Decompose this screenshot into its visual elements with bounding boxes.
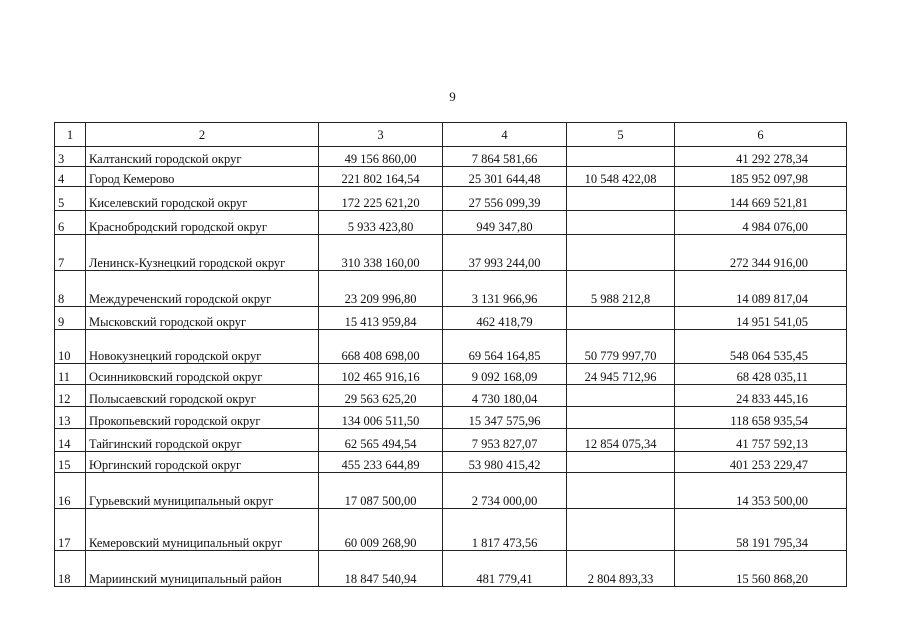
header-cell-2: 2 [86, 123, 319, 147]
amount-col5: 5 988 212,8 [567, 271, 675, 307]
amount-col4: 3 131 966,96 [443, 271, 567, 307]
amount-col4: 37 993 244,00 [443, 235, 567, 271]
amount-col4: 53 980 415,42 [443, 452, 567, 473]
amount-col4: 9 092 168,09 [443, 364, 567, 385]
amount-col5 [567, 509, 675, 551]
amount-col6: 185 952 097,98 [675, 167, 847, 187]
row-number: 16 [55, 473, 86, 509]
amount-col5: 24 945 712,96 [567, 364, 675, 385]
table-row [55, 429, 847, 452]
row-number: 14 [55, 429, 86, 452]
row-number: 5 [55, 187, 86, 211]
municipality-name: Новокузнецкий городской округ [86, 330, 319, 364]
amount-col3: 5 933 423,80 [319, 211, 443, 235]
amount-col4: 69 564 164,85 [443, 330, 567, 364]
amount-col6: 144 669 521,81 [675, 187, 847, 211]
municipality-name: Мысковский городской округ [86, 307, 319, 330]
amount-col4: 25 301 644,48 [443, 167, 567, 187]
amount-col5 [567, 147, 675, 167]
amount-col3: 172 225 621,20 [319, 187, 443, 211]
amount-col3: 62 565 494,54 [319, 429, 443, 452]
page-number: 9 [449, 89, 456, 104]
amount-col3: 102 465 916,16 [319, 364, 443, 385]
amount-col3: 455 233 644,89 [319, 452, 443, 473]
table-row [55, 407, 847, 429]
amount-col5: 50 779 997,70 [567, 330, 675, 364]
municipality-name: Юргинский городской округ [86, 452, 319, 473]
table-row [55, 187, 847, 211]
amount-col3: 18 847 540,94 [319, 551, 443, 587]
amount-col5: 10 548 422,08 [567, 167, 675, 187]
amount-col6: 401 253 229,47 [675, 452, 847, 473]
amount-col4: 15 347 575,96 [443, 407, 567, 429]
amount-col5 [567, 385, 675, 407]
budget-table [54, 122, 847, 587]
row-number: 4 [55, 167, 86, 187]
amount-col5 [567, 307, 675, 330]
amount-col6: 272 344 916,00 [675, 235, 847, 271]
amount-col6: 15 560 868,20 [675, 551, 847, 587]
amount-col6: 68 428 035,11 [675, 364, 847, 385]
table-header-row [55, 123, 847, 147]
amount-col5 [567, 235, 675, 271]
amount-col4: 949 347,80 [443, 211, 567, 235]
header-cell-4: 4 [443, 123, 567, 147]
amount-col4: 4 730 180,04 [443, 385, 567, 407]
municipality-name: Междуреченский городской округ [86, 271, 319, 307]
amount-col3: 15 413 959,84 [319, 307, 443, 330]
amount-col4: 27 556 099,39 [443, 187, 567, 211]
amount-col5 [567, 187, 675, 211]
amount-col6: 41 757 592,13 [675, 429, 847, 452]
amount-col6: 14 353 500,00 [675, 473, 847, 509]
municipality-name: Осинниковский городской округ [86, 364, 319, 385]
amount-col6: 118 658 935,54 [675, 407, 847, 429]
municipality-name: Город Кемерово [86, 167, 319, 187]
amount-col3: 23 209 996,80 [319, 271, 443, 307]
amount-col3: 668 408 698,00 [319, 330, 443, 364]
amount-col3: 310 338 160,00 [319, 235, 443, 271]
table-row [55, 235, 847, 271]
header-cell-5: 5 [567, 123, 675, 147]
municipality-name: Ленинск-Кузнецкий городской округ [86, 235, 319, 271]
amount-col5 [567, 407, 675, 429]
amount-col5 [567, 473, 675, 509]
amount-col6: 14 951 541,05 [675, 307, 847, 330]
table-row [55, 271, 847, 307]
amount-col6: 41 292 278,34 [675, 147, 847, 167]
table-row [55, 211, 847, 235]
amount-col4: 481 779,41 [443, 551, 567, 587]
row-number: 17 [55, 509, 86, 551]
table-row [55, 330, 847, 364]
municipality-name: Прокопьевский городской округ [86, 407, 319, 429]
amount-col4: 1 817 473,56 [443, 509, 567, 551]
amount-col6: 548 064 535,45 [675, 330, 847, 364]
amount-col5 [567, 211, 675, 235]
header-cell-1: 1 [55, 123, 86, 147]
row-number: 9 [55, 307, 86, 330]
row-number: 15 [55, 452, 86, 473]
table-row [55, 364, 847, 385]
amount-col4: 2 734 000,00 [443, 473, 567, 509]
amount-col4: 462 418,79 [443, 307, 567, 330]
row-number: 18 [55, 551, 86, 587]
amount-col3: 17 087 500,00 [319, 473, 443, 509]
amount-col5: 12 854 075,34 [567, 429, 675, 452]
municipality-name: Тайгинский городской округ [86, 429, 319, 452]
row-number: 11 [55, 364, 86, 385]
amount-col6: 14 089 817,04 [675, 271, 847, 307]
amount-col3: 49 156 860,00 [319, 147, 443, 167]
municipality-name: Полысаевский городской округ [86, 385, 319, 407]
row-number: 10 [55, 330, 86, 364]
amount-col4: 7 864 581,66 [443, 147, 567, 167]
row-number: 7 [55, 235, 86, 271]
municipality-name: Гурьевский муниципальный округ [86, 473, 319, 509]
amount-col5 [567, 452, 675, 473]
municipality-name: Киселевский городской округ [86, 187, 319, 211]
amount-col3: 221 802 164,54 [319, 167, 443, 187]
amount-col6: 58 191 795,34 [675, 509, 847, 551]
table-row [55, 385, 847, 407]
table-row [55, 473, 847, 509]
row-number: 3 [55, 147, 86, 167]
amount-col6: 4 984 076,00 [675, 211, 847, 235]
amount-col6: 24 833 445,16 [675, 385, 847, 407]
table-row [55, 307, 847, 330]
municipality-name: Краснобродский городской округ [86, 211, 319, 235]
table-row [55, 452, 847, 473]
header-cell-6: 6 [675, 123, 847, 147]
row-number: 8 [55, 271, 86, 307]
table-row [55, 509, 847, 551]
amount-col4: 7 953 827,07 [443, 429, 567, 452]
municipality-name: Калтанский городской округ [86, 147, 319, 167]
row-number: 13 [55, 407, 86, 429]
amount-col3: 60 009 268,90 [319, 509, 443, 551]
table-row [55, 167, 847, 187]
municipality-name: Кемеровский муниципальный округ [86, 509, 319, 551]
row-number: 6 [55, 211, 86, 235]
row-number: 12 [55, 385, 86, 407]
amount-col5: 2 804 893,33 [567, 551, 675, 587]
amount-col3: 134 006 511,50 [319, 407, 443, 429]
table-row [55, 551, 847, 587]
municipality-name: Мариинский муниципальный район [86, 551, 319, 587]
amount-col3: 29 563 625,20 [319, 385, 443, 407]
table-row [55, 147, 847, 167]
header-cell-3: 3 [319, 123, 443, 147]
